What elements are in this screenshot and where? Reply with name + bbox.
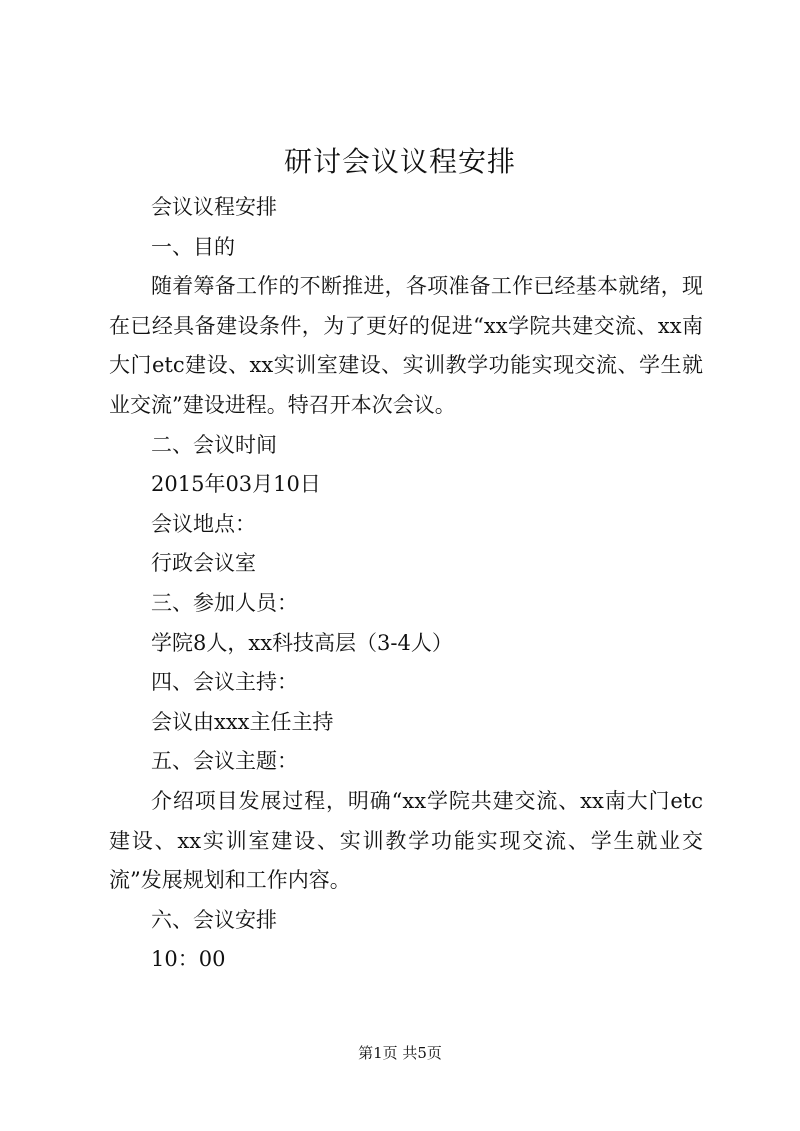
- section-heading-schedule: 六、会议安排: [151, 907, 277, 932]
- section-heading-purpose: 一、目的: [151, 234, 235, 259]
- section-heading-theme: 五、会议主题：: [151, 749, 298, 774]
- location-value: 行政会议室: [151, 551, 256, 576]
- document-body: [109, 188, 703, 980]
- paragraph-purpose: 随着筹备工作的不断推进，各项准备工作已经基本就绪，现在已经具备建设条件，为了更好的促进“xx学院共建交流、xx南大门etc建设、xx实训室建设、实训教学功能实现交流、学生就业交流”建设进程。特召开本次会议。: [109, 274, 703, 417]
- heading-agenda: 会议议程安排: [151, 195, 277, 219]
- paragraph-theme: 介绍项目发展过程，明确“xx学院共建交流、xx南大门etc建设、xx实训室建设、实训教学功能实现交流、学生就业交流”发展规划和工作内容。: [109, 788, 703, 893]
- schedule-time: 10：00: [151, 947, 226, 972]
- page-footer: 第1页 共5页: [358, 1044, 442, 1062]
- location-label: 会议地点：: [151, 511, 256, 536]
- section-heading-attendees: 三、参加人员：: [151, 590, 298, 615]
- host-value: 会议由xxx主任主持: [151, 709, 334, 734]
- attendees-value: 学院8人，xx科技高层（3-4人）: [151, 630, 453, 655]
- section-heading-host: 四、会议主持：: [151, 670, 298, 695]
- section-heading-time: 二、会议时间: [151, 432, 277, 457]
- meeting-date: 2015年03月10日: [151, 472, 321, 497]
- document-title: 研讨会议议程安排: [283, 145, 516, 178]
